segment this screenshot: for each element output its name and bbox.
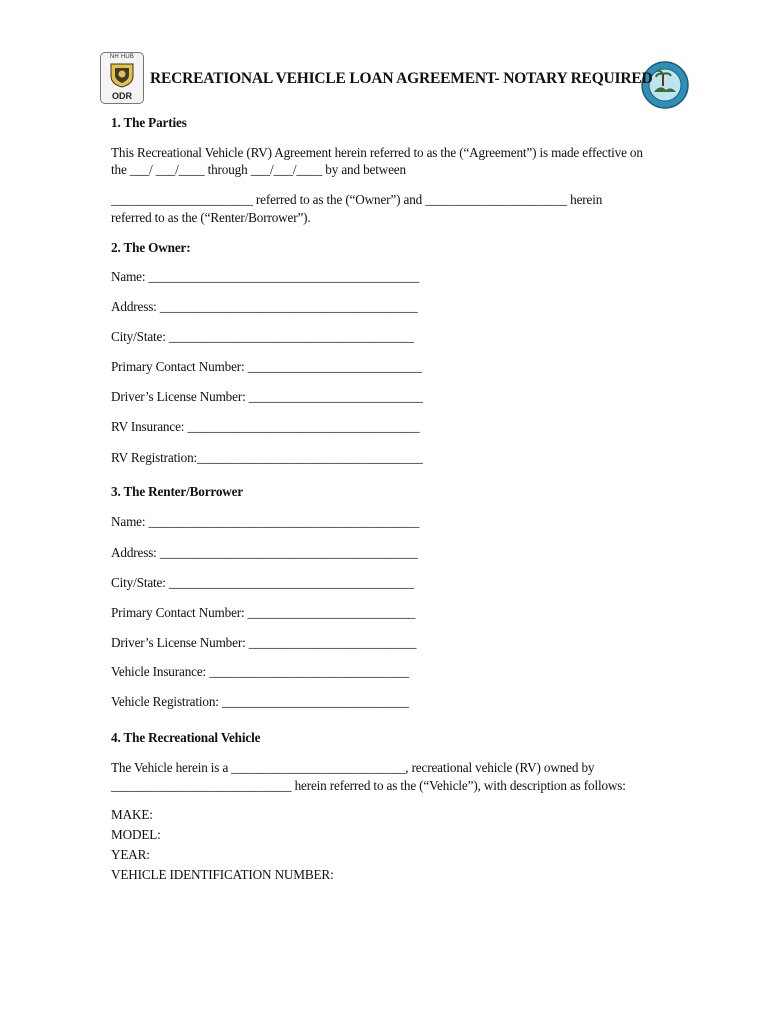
vehicle-year-label: YEAR: [111, 847, 150, 862]
owner-city-state-field[interactable]: City/State: ______________________________________ [111, 329, 414, 344]
vehicle-line-2: ____________________________ herein referred to as the (“Vehicle”), with description as follows: [111, 778, 626, 793]
owner-rv-insurance-field[interactable]: RV Insurance: ____________________________________ [111, 419, 420, 434]
renter-city-state-field[interactable]: City/State: ______________________________________ [111, 575, 414, 590]
vehicle-line-1: The Vehicle herein is a ___________________________, recreational vehicle (RV) owned by [111, 760, 595, 775]
section-vehicle-heading: 4. The Recreational Vehicle [111, 730, 261, 745]
parties-line-1: This Recreational Vehicle (RV) Agreement herein referred to as the (“Agreement”) is made effective on [111, 145, 643, 160]
section-owner-heading: 2. The Owner: [111, 240, 191, 255]
logo-label: ODR [112, 91, 132, 101]
odr-logo [100, 52, 144, 104]
logo-top-text: NH HUB [109, 54, 135, 60]
section-renter-heading: 3. The Renter/Borrower [111, 484, 244, 499]
renter-name-field[interactable]: Name: __________________________________________ [111, 514, 420, 529]
owner-rv-registration-field[interactable]: RV Registration:___________________________________ [111, 450, 423, 465]
section-parties-heading: 1. The Parties [111, 115, 187, 130]
owner-name-field[interactable]: Name: __________________________________________ [111, 269, 420, 284]
vehicle-vin-label: VEHICLE IDENTIFICATION NUMBER: [111, 867, 334, 882]
owner-contact-number-field[interactable]: Primary Contact Number: ___________________________ [111, 359, 422, 374]
renter-vehicle-insurance-field[interactable]: Vehicle Insurance: _______________________________ [111, 664, 409, 679]
shield-crest-icon [108, 62, 136, 88]
document-title: RECREATIONAL VEHICLE LOAN AGREEMENT- NOTARY REQUIRED [150, 70, 653, 87]
owner-address-field[interactable]: Address: ________________________________________ [111, 299, 418, 314]
renter-license-number-field[interactable]: Driver’s License Number: __________________________ [111, 635, 417, 650]
vehicle-make-label: MAKE: [111, 807, 153, 822]
parties-line-3: ______________________ referred to as the (“Owner”) and ______________________ herein [111, 192, 603, 207]
renter-address-field[interactable]: Address: ________________________________________ [111, 545, 418, 560]
parties-line-4: referred to as the (“Renter/Borrower”). [111, 210, 311, 225]
owner-license-number-field[interactable]: Driver’s License Number: ___________________________ [111, 389, 423, 404]
vehicle-model-label: MODEL: [111, 827, 161, 842]
renter-vehicle-registration-field[interactable]: Vehicle Registration: _____________________________ [111, 694, 409, 709]
renter-contact-number-field[interactable]: Primary Contact Number: __________________________ [111, 605, 416, 620]
parties-line-2: the ___/ ___/____ through ___/___/____ by and between [111, 162, 406, 177]
